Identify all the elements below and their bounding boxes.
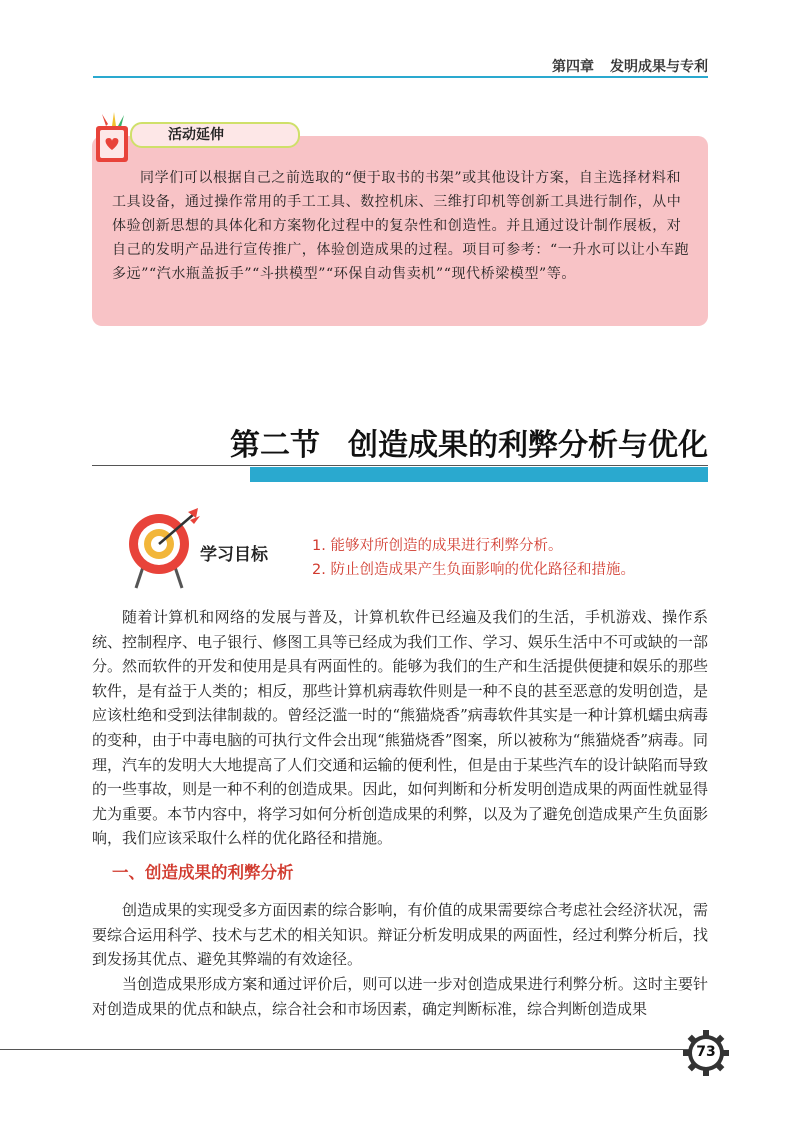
section-accent-bar (250, 467, 708, 482)
goals-list (312, 534, 635, 582)
activity-text: 同学们可以根据自己之前选取的“便于取书的书架”或其他设计方案，自主选择材料和工具设备，通过操作常用的手工工具、数控机床、三维打印机等创新工具进行制作，从中体验创新思想的具体化和方案物化过程中的复杂性和创造性。并且通过设计制作展板，对自己的发明产品进行宣传推广，体验创造成果的过程。项目可参考：“一升水可以让小车跑多远”“汽水瓶盖扳手”“斗拱模型”“环保自动售卖机”“现代桥梁模型”等。 (112, 170, 690, 282)
goals-label: 学习目标 (200, 545, 268, 565)
header-rule (93, 76, 708, 78)
running-header (552, 56, 708, 76)
subheading: 一、创造成果的利弊分析 (112, 863, 294, 882)
intro-paragraph: 随着计算机和网络的发展与普及，计算机软件已经遍及我们的生活，手机游戏、操作系统、控制程序、电子银行、修图工具等已经成为我们工作、学习、娱乐生活中不可或缺的一部分。然而软件的开发和使用是具有两面性的。能够为我们的生产和生活提供便捷和娱乐的那些软件，是有益于人类的；相反，那些计算机病毒软件则是一种不良的甚至恶意的发明创造，是应该杜绝和受到法律制裁的。曾经泛滥一时的“熊猫烧香”病毒软件其实是一种计算机蠕虫病毒的变种，由于中毒电脑的可执行文件会出现“熊猫烧香”图案，所以被称为“熊猫烧香”病毒。同理，汽车的发明大大地提高了人们交通和运输的便利性，但是由于某些汽车的设计缺陷而导致的一些事故，则是一种不利的创造成果。因此，如何判断和分析发明创造成果的两面性就显得尤为重要。本节内容中，将学习如何分析创造成果的利弊，以及为了避免创造成果产生负面影响，我们应该采取什么样的优化路径和措施。 (92, 608, 708, 848)
section-name: 创造成果的利弊分析与优化 (348, 428, 708, 463)
page-number: 73 (696, 1044, 716, 1060)
chapter-number: 第四章 (552, 59, 594, 75)
footer-rule (0, 1049, 690, 1050)
section-number: 第二节 (230, 428, 320, 463)
chapter-title: 发明成果与专利 (610, 59, 708, 75)
target-arrow-icon (128, 506, 204, 590)
shopping-bag-icon (92, 112, 132, 164)
activity-tag: 活动延伸 (130, 122, 300, 148)
section-title (230, 420, 708, 464)
section-rule (92, 465, 708, 466)
body-paragraph: 创造成果的实现受多方面因素的综合影响，有价值的成果需要综合考虑社会经济状况，需要综合运用科学、技术与艺术的相关知识。辩证分析发明成果的两面性，经过利弊分析后，找到发扬其优点、避免其弊端的有效途径。 (92, 901, 708, 969)
body-paragraph: 当创造成果形成方案和通过评价后，则可以进一步对创造成果进行利弊分析。这时主要针对创造成果的优点和缺点，综合社会和市场因素，确定判断标准，综合判断创造成果 (92, 975, 708, 1018)
goal-item: 2. 防止创造成果产生负面影响的优化路径和措施。 (312, 562, 635, 578)
goal-item: 1. 能够对所创造的成果进行利弊分析。 (312, 538, 563, 554)
